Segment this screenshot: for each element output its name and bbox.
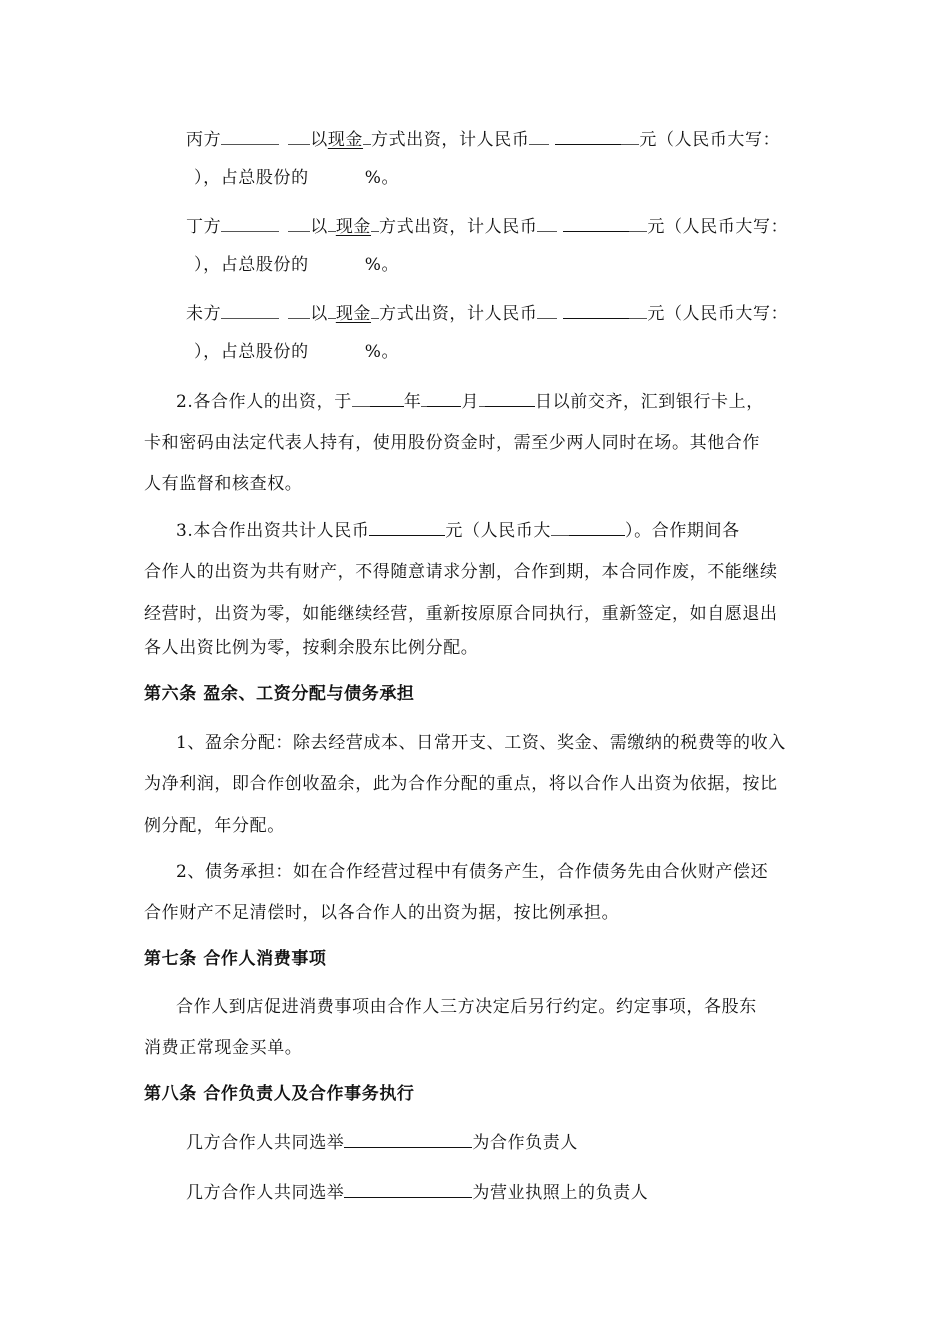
article-6-p1-line-2: 为净利润，即合作创收盈余，此为合作分配的重点，将以合作人出资为依据，按比 (144, 774, 778, 794)
month-field[interactable] (427, 388, 461, 407)
article-6-p1-line-3: 例分配，年分配。 (144, 816, 285, 836)
clause-2-line-2: 卡和密码由法定代表人持有，使用股份资金时，需至少两人同时在场。其他合作 (144, 433, 760, 453)
year-field[interactable] (370, 388, 404, 407)
article-7-line-2: 消费正常现金买单。 (144, 1038, 303, 1058)
payment-method: 现金 (335, 304, 372, 324)
blank-field[interactable] (221, 126, 279, 145)
contribution-share-line: ），占总股份的 %。 (194, 255, 400, 275)
contribution-line-ding: 丁方 以 现金 方式出资，计人民币 元（人民币大写： (186, 213, 788, 239)
blank-field[interactable] (288, 213, 310, 232)
blank-field[interactable] (529, 126, 549, 145)
article-7-line-1: 合作人到店促进消费事项由合作人三方决定后另行约定。约定事项，各股东 (176, 997, 757, 1017)
article-8-heading: 第八条 合作负责人及合作事务执行 (144, 1084, 415, 1104)
party-label: 丁方 (186, 217, 222, 237)
article-6-p2-line-1: 2、债务承担：如在合作经营过程中有债务产生，合作债务先由合伙财产偿还 (176, 862, 769, 882)
blank-field[interactable] (537, 300, 557, 319)
responsible-person-field[interactable] (344, 1129, 472, 1148)
clause-3-line-3: 经营时，出资为零，如能继续经营，重新按原原合同执行，重新签定，如自愿退出 (144, 604, 778, 624)
article-7-heading: 第七条 合作人消费事项 (144, 949, 327, 969)
clause-3-line-1: 3.本合作出资共计人民币 元（人民币大 ）。合作期间各 (176, 517, 740, 543)
clause-2-line-3: 人有监督和核查权。 (144, 474, 303, 494)
amount-field[interactable] (555, 126, 621, 145)
clause-3-line-2: 合作人的出资为共有财产，不得随意请求分割，合作到期，本合同作废，不能继续 (144, 562, 778, 582)
article-6-heading: 第六条 盈余、工资分配与债务承担 (144, 684, 415, 704)
amount-field[interactable] (563, 300, 629, 319)
contribution-share-line: ），占总股份的 %。 (194, 168, 400, 188)
clause-2-line-1: 2.各合作人的出资，于 年 月 日以前交齐，汇到银行卡上， (176, 388, 764, 414)
license-holder-field[interactable] (344, 1179, 472, 1198)
payment-method: 现金 (327, 130, 364, 150)
total-amount-words-field[interactable] (569, 517, 625, 536)
contribution-line-bing: 丙方 以现金 方式出资，计人民币 元（人民币大写： (186, 126, 780, 152)
contribution-share-line: ），占总股份的 %。 (194, 342, 400, 362)
total-amount-field[interactable] (369, 517, 445, 536)
article-8-line-2: 几方合作人共同选举 为营业执照上的负责人 (186, 1179, 648, 1205)
day-field[interactable] (485, 388, 535, 407)
amount-field[interactable] (563, 213, 629, 232)
party-label: 未方 (186, 304, 222, 324)
blank-field[interactable] (221, 213, 279, 232)
blank-field[interactable] (288, 126, 310, 145)
party-label: 丙方 (186, 130, 222, 150)
article-8-line-1: 几方合作人共同选举 为合作负责人 (186, 1129, 578, 1155)
blank-field[interactable] (537, 213, 557, 232)
blank-field[interactable] (221, 300, 279, 319)
blank-field[interactable] (288, 300, 310, 319)
clause-3-line-4: 各人出资比例为零，按剩余股东比例分配。 (144, 638, 479, 658)
contribution-line-wei: 未方 以 现金 方式出资，计人民币 元（人民币大写： (186, 300, 788, 326)
article-6-p1-line-1: 1、盈余分配：除去经营成本、日常开支、工资、奖金、需缴纳的税费等的收入 (176, 733, 786, 753)
payment-method: 现金 (335, 217, 372, 237)
article-6-p2-line-2: 合作财产不足清偿时，以各合作人的出资为据，按比例承担。 (144, 903, 620, 923)
